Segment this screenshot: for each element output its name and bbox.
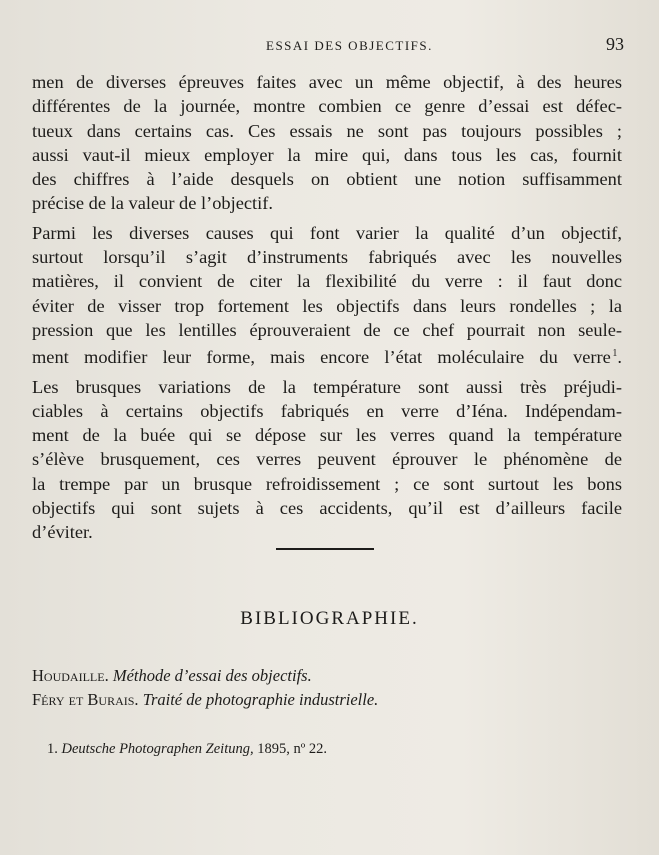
footnote-number: 1. — [47, 741, 58, 757]
text-line: Parmi les diverses causes qui font varier la qualité d’un objectif, — [32, 222, 622, 243]
text-line: éviter de visser trop fortement les objectifs dans leurs rondelles ; la — [32, 295, 622, 316]
paragraph-3 — [32, 375, 622, 545]
entry-author: Féry et Burais. — [32, 690, 139, 709]
text-line: différentes de la journée, montre combien ce genre d’essai est défec- — [32, 96, 622, 117]
page-header — [30, 34, 624, 60]
text-line: des chiffres à l’aide desquels on obtient une notion suffisamment — [32, 169, 622, 190]
footnote-details: 1895, nº 22. — [257, 741, 327, 757]
running-head: ESSAI DES OBJECTIFS. — [266, 38, 433, 53]
bibliography-entry — [32, 688, 378, 712]
text-line-with-footnote — [32, 342, 622, 369]
text-line: Les brusques variations de la température sont aussi très préjudi- — [32, 376, 622, 397]
text-line: précise de la valeur de l’objectif. — [32, 193, 273, 214]
section-divider — [276, 548, 374, 550]
text-line: aussi vaut-il mieux employer la mire qui, dans tous les cas, fournit — [32, 144, 622, 165]
text-line: la trempe par un brusque refroidissement ; ce sont surtout les bons — [32, 473, 622, 494]
text-line: ment de la buée qui se dépose sur les verres quand la température — [32, 425, 622, 446]
bibliography-entry — [32, 664, 378, 688]
paragraph-2 — [32, 221, 622, 370]
paragraph-1 — [32, 70, 622, 216]
footnote-source: Deutsche Photographen Zeitung, — [61, 741, 254, 757]
text-line: pression que les lentilles éprouveraient de ce chef pourrait non seule- — [32, 319, 622, 340]
end-punctuation: . — [617, 347, 622, 368]
page-number: 93 — [606, 34, 624, 54]
text-line: d’éviter. — [32, 522, 93, 543]
text-line: objectifs qui sont sujets à ces accidents, qu’il est d’ailleurs facile — [32, 498, 622, 519]
entry-author: Houdaille. — [32, 666, 109, 685]
entry-title: Traité de photographie industrielle. — [142, 690, 379, 709]
bibliography-title: BIBLIOGRAPHIE. — [240, 608, 419, 629]
text-line: tueux dans certains cas. Ces essais ne sont pas toujours possibles ; — [32, 120, 622, 141]
text-line: ciables à certains objectifs fabriqués en verre d’Iéna. Indépendam- — [32, 400, 622, 421]
text-line: men de diverses épreuves faites avec un même objectif, à des heures — [32, 72, 622, 92]
footnote — [47, 741, 327, 758]
text-line: matières, il convient de citer la flexibilité du verre : il faut donc — [32, 271, 622, 292]
bibliography-list — [32, 664, 378, 712]
text-line: s’élève brusquement, ces verres peuvent éprouver le phénomène de — [32, 449, 622, 470]
body-text — [32, 70, 622, 550]
footnote-ref: 1 — [612, 348, 618, 360]
text-line: surtout lorsqu’il s’agit d’instruments fabriqués avec les nouvelles — [32, 247, 622, 268]
entry-title: Méthode d’essai des objectifs. — [112, 666, 312, 685]
text-fragment: ment modifier leur forme, mais encore l’état moléculaire du verre — [32, 347, 611, 368]
